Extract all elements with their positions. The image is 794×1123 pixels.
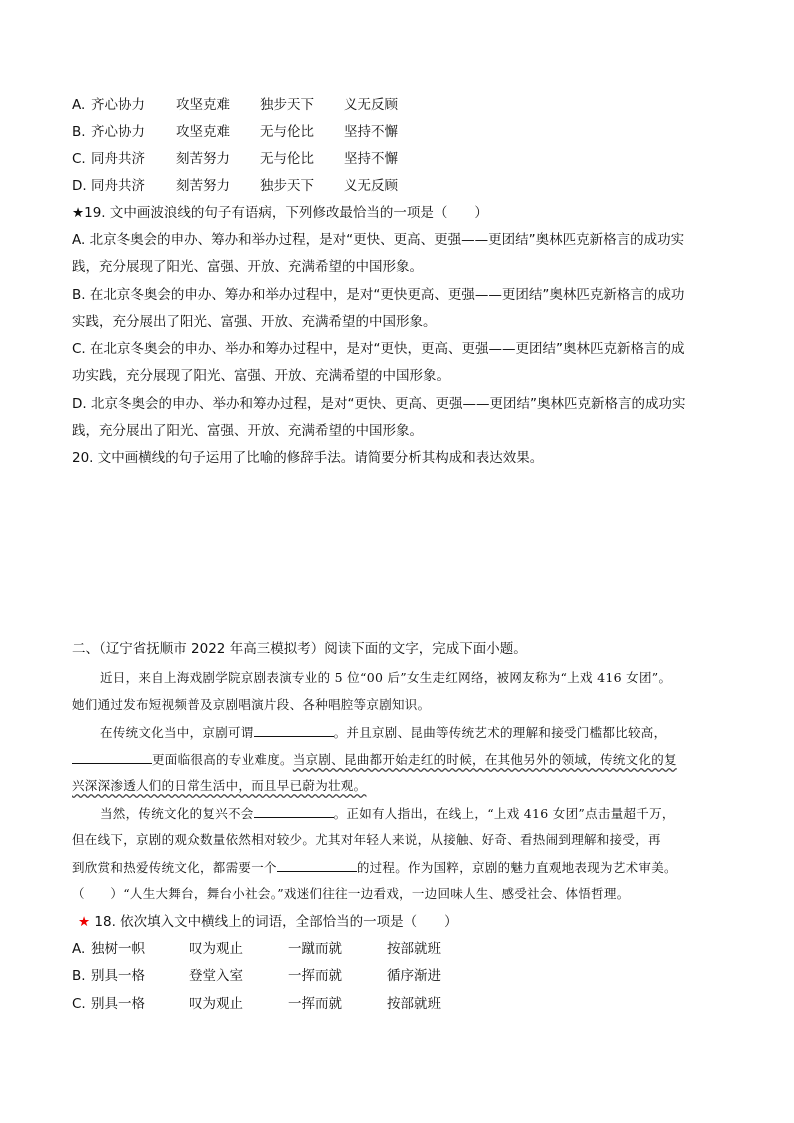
passage-text: 到欣赏和热爱传统文化，都需要一个 [72, 860, 277, 875]
q19-option-a-line2: 践，充分展现了阳光、富强、开放、充满希望的中国形象。 [72, 259, 423, 275]
option-item: 按部就班 [387, 996, 441, 1012]
q19-option-c-line2: 功实践，充分展现了阳光、富强、开放、充满希望的中国形象。 [72, 368, 450, 384]
fill-blank-3[interactable] [254, 804, 334, 818]
option-item: 义无反顾 [344, 97, 398, 113]
q19-option-a-line1: A. 北京冬奥会的申办、筹办和举办过程，是对“更快、更高、更强——更团结”奥林匹克新格言的成功实 [72, 232, 685, 248]
passage-text: 。正如有人指出，在线上，“上戏 416 女团”点击量超千万， [333, 806, 675, 821]
option-item: 齐心协力 [91, 97, 145, 113]
option-item: 叹为观止 [189, 996, 243, 1012]
wavy-underlined-sentence: 当京剧、昆曲都开始走红的时候，在其他另外的领域，传统文化的复 [292, 752, 677, 767]
q19-option-b-line2: 实践，充分展出了阳光、富强、开放、充满希望的中国形象。 [72, 314, 437, 330]
option-item: 坚持不懈 [344, 124, 398, 140]
question-19-stem [72, 204, 488, 222]
q19-option-d-line2: 践，充分展出了阳光、富强、开放、充满希望的中国形象。 [72, 423, 423, 439]
star-icon: ★ [78, 914, 91, 930]
option-item: 攻坚克难 [176, 97, 230, 113]
q19-option-c-line1: C. 在北京冬奥会的申办、举办和筹办过程中，是对“更快，更高、更强——更团结”奥林匹克新格言的成 [72, 341, 685, 357]
section-heading: 二、（辽宁省抚顺市 2022 年高三模拟考）阅读下面的文字，完成下面小题。 [72, 641, 527, 657]
question-text: 19. 文中画波浪线的句子有语病，下列修改最恰当的一项是（ ） [84, 205, 488, 221]
option-item: 按部就班 [387, 941, 441, 957]
option-item: 坚持不懈 [344, 151, 398, 167]
q19-option-d-line1: D. 北京冬奥会的申办、举办和筹办过程，是对“更快、更高、更强——更团结”奥林匹克新格言的成功实 [72, 396, 686, 412]
option-item: 登堂入室 [189, 968, 243, 984]
star-icon: ★ [72, 205, 85, 221]
passage-text: 更面临很高的专业难度。 [152, 752, 293, 767]
option-label: B. [72, 124, 86, 140]
option-item: 独步天下 [260, 178, 314, 194]
passage-p3-line1 [100, 804, 675, 823]
option-label: B. [72, 968, 86, 984]
option-item: 一挥而就 [288, 968, 342, 984]
option-item: 叹为观止 [189, 941, 243, 957]
option-item: 攻坚克难 [176, 124, 230, 140]
fill-blank-1[interactable] [254, 723, 334, 737]
option-item: 刻苦努力 [176, 151, 230, 167]
question-text: 18. 依次填入文中横线上的词语，全部恰当的一项是（ ） [94, 914, 458, 930]
question-20-stem: 20. 文中画横线的句子运用了比喻的修辞手法。请简要分析其构成和表达效果。 [72, 450, 544, 466]
passage-p1-line1: 近日，来自上海戏剧学院京剧表演专业的 5 位“00 后”女生走红网络，被网友称为“上戏 416 女团”。 [100, 670, 672, 685]
passage-p3-line4: （ ）“人生大舞台，舞台小社会。”戏迷们往往一边看戏，一边回味人生、感受社会、体悟哲理。 [72, 886, 630, 901]
option-item: 同舟共济 [91, 151, 145, 167]
option-item: 别具一格 [91, 996, 145, 1012]
passage-p2-line2 [72, 750, 677, 769]
option-label: C. [72, 996, 86, 1012]
option-item: 循序渐进 [387, 968, 441, 984]
question-18-stem [78, 913, 458, 931]
option-item: 别具一格 [91, 968, 145, 984]
fill-blank-2[interactable] [72, 750, 152, 764]
wavy-underlined-sentence: 兴深深渗透人们的日常生活中，而且早已蔚为壮观。 [72, 778, 367, 793]
option-item: 无与伦比 [260, 151, 314, 167]
option-label: A. [72, 941, 86, 957]
passage-text: 在传统文化当中，京剧可谓 [100, 725, 254, 740]
option-item: 独步天下 [260, 97, 314, 113]
option-item: 齐心协力 [91, 124, 145, 140]
option-item: 无与伦比 [260, 124, 314, 140]
passage-p3-line3 [72, 858, 677, 877]
option-label: C. [72, 151, 86, 167]
passage-p1-line2: 她们通过发布短视频普及京剧唱演片段、各种唱腔等京剧知识。 [72, 697, 431, 712]
fill-blank-4[interactable] [277, 858, 357, 872]
passage-p3-line2: 但在线下，京剧的观众数量依然相对较少。尤其对年轻人来说，从接触、好奇、看热闹到理解和接受，再 [72, 832, 661, 847]
passage-p2-line3 [72, 777, 366, 795]
option-label: A. [72, 97, 86, 113]
passage-text: 。并且京剧、昆曲等传统艺术的理解和接受门槛都比较高， [333, 725, 667, 740]
passage-text: 的过程。作为国粹，京剧的魅力直观地表现为艺术审美。 [356, 860, 677, 875]
passage-text: 当然，传统文化的复兴不会 [100, 806, 254, 821]
option-item: 刻苦努力 [176, 178, 230, 194]
option-item: 独树一帜 [91, 941, 145, 957]
option-item: 一挥而就 [288, 996, 342, 1012]
option-label: D. [72, 178, 87, 194]
option-item: 义无反顾 [344, 178, 398, 194]
passage-p2-line1 [100, 723, 666, 742]
option-item: 同舟共济 [91, 178, 145, 194]
q19-option-b-line1: B. 在北京冬奥会的申办、筹办和举办过程中，是对“更快更高、更强——更团结”奥林匹克新格言的成功 [72, 287, 685, 303]
option-item: 一蹴而就 [288, 941, 342, 957]
